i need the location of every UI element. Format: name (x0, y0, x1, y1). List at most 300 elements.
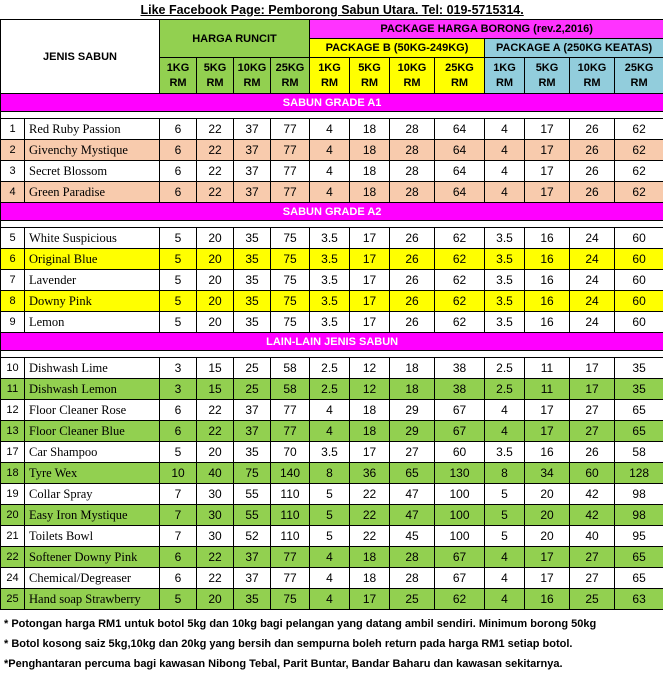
price-cell: 17 (525, 421, 570, 442)
row-number: 25 (1, 589, 25, 610)
table-row (1, 249, 663, 270)
price-cell: 6 (160, 161, 197, 182)
price-cell: 77 (271, 547, 310, 568)
price-cell: 4 (310, 182, 350, 203)
price-cell: 67 (435, 421, 485, 442)
section-spacer (1, 112, 663, 119)
price-cell: 58 (271, 379, 310, 400)
price-cell: 5 (310, 484, 350, 505)
price-cell: 3.5 (310, 291, 350, 312)
price-cell: 29 (390, 400, 435, 421)
price-cell: 65 (615, 421, 663, 442)
page-title: Like Facebook Page: Pemborong Sabun Utara. Tel: 019-5715314. (1, 0, 663, 20)
price-cell: 20 (197, 442, 234, 463)
price-cell: 3.5 (485, 228, 525, 249)
price-cell: 22 (350, 484, 390, 505)
price-cell: 4 (310, 140, 350, 161)
price-cell: 16 (525, 589, 570, 610)
price-cell: 62 (615, 140, 663, 161)
price-cell: 98 (615, 505, 663, 526)
price-cell: 28 (390, 182, 435, 203)
price-cell: 6 (160, 140, 197, 161)
table-row (1, 484, 663, 505)
price-cell: 5 (160, 291, 197, 312)
price-cell: 35 (234, 291, 271, 312)
header-package-a: PACKAGE A (250KG KEATAS) (485, 39, 663, 58)
price-cell: 3 (160, 379, 197, 400)
price-cell: 4 (485, 119, 525, 140)
unit-header-cell (615, 58, 663, 94)
price-cell: 25 (234, 358, 271, 379)
price-cell: 20 (197, 589, 234, 610)
price-cell: 15 (197, 358, 234, 379)
price-cell: 128 (615, 463, 663, 484)
header-harga-runcit: HARGA RUNCIT (160, 20, 310, 58)
unit-label: 25KG (625, 62, 654, 74)
price-cell: 27 (390, 442, 435, 463)
price-cell: 65 (615, 400, 663, 421)
price-cell: 22 (197, 400, 234, 421)
price-cell: 65 (615, 547, 663, 568)
price-cell: 26 (570, 140, 615, 161)
price-cell: 6 (160, 568, 197, 589)
price-cell: 20 (197, 312, 234, 333)
price-cell: 60 (615, 291, 663, 312)
note-delivery: *Penghantaran percuma bagi kawasan Nibong Tebal, Parit Buntar, Bandar Baharu dan kawasan sekitarnya. (4, 654, 659, 674)
soap-name: Tyre Wex (25, 463, 160, 484)
soap-name: Dishwash Lemon (25, 379, 160, 400)
price-cell: 26 (390, 228, 435, 249)
price-cell: 63 (615, 589, 663, 610)
price-cell: 75 (271, 270, 310, 291)
price-cell: 6 (160, 547, 197, 568)
price-cell: 62 (615, 119, 663, 140)
price-cell: 3 (160, 358, 197, 379)
price-cell: 62 (435, 249, 485, 270)
soap-name: Easy Iron Mystique (25, 505, 160, 526)
price-cell: 4 (310, 421, 350, 442)
price-cell: 30 (197, 505, 234, 526)
unit-header-cell (271, 58, 310, 94)
price-cell: 22 (197, 182, 234, 203)
unit-header-cell (160, 58, 197, 94)
soap-name: Car Shampoo (25, 442, 160, 463)
price-cell: 37 (234, 119, 271, 140)
price-cell: 58 (271, 358, 310, 379)
currency-label: RM (321, 77, 338, 89)
table-row (1, 505, 663, 526)
price-cell: 35 (615, 379, 663, 400)
price-cell: 4 (485, 140, 525, 161)
price-cell: 28 (390, 161, 435, 182)
header-jenis-sabun: JENIS SABUN (1, 20, 160, 94)
price-cell: 130 (435, 463, 485, 484)
price-cell: 22 (197, 140, 234, 161)
note-discount: * Potongan harga RM1 untuk botol 5kg dan 10kg bagi pelangan yang datang ambil sendiri. Minimum borong 50kg (4, 614, 659, 634)
price-cell: 5 (485, 484, 525, 505)
price-cell: 35 (615, 358, 663, 379)
price-cell: 5 (160, 228, 197, 249)
price-cell: 2.5 (310, 358, 350, 379)
price-cell: 35 (234, 442, 271, 463)
price-cell: 20 (525, 505, 570, 526)
unit-label: 25KG (445, 62, 474, 74)
table-row (1, 291, 663, 312)
price-cell: 5 (310, 526, 350, 547)
table-row (1, 442, 663, 463)
price-cell: 28 (390, 119, 435, 140)
table-row (1, 140, 663, 161)
price-cell: 17 (350, 249, 390, 270)
table-row (1, 358, 663, 379)
price-cell: 17 (570, 358, 615, 379)
price-cell: 17 (525, 547, 570, 568)
soap-name: Softener Downy Pink (25, 547, 160, 568)
price-cell: 29 (390, 421, 435, 442)
price-cell: 16 (525, 228, 570, 249)
soap-name: Givenchy Mystique (25, 140, 160, 161)
price-cell: 17 (525, 182, 570, 203)
price-cell: 18 (350, 182, 390, 203)
unit-header-cell (350, 58, 390, 94)
price-cell: 4 (310, 161, 350, 182)
unit-header-cell (390, 58, 435, 94)
price-cell: 20 (197, 228, 234, 249)
price-cell: 16 (525, 291, 570, 312)
row-number: 17 (1, 442, 25, 463)
price-cell: 17 (525, 119, 570, 140)
currency-label: RM (631, 77, 648, 89)
price-cell: 30 (197, 526, 234, 547)
price-cell: 55 (234, 505, 271, 526)
price-cell: 77 (271, 400, 310, 421)
price-cell: 22 (197, 568, 234, 589)
currency-label: RM (361, 77, 378, 89)
price-cell: 58 (615, 442, 663, 463)
price-cell: 37 (234, 140, 271, 161)
price-cell: 18 (350, 161, 390, 182)
section-header: SABUN GRADE A2 (1, 203, 663, 221)
price-cell: 75 (271, 291, 310, 312)
price-cell: 22 (350, 505, 390, 526)
price-cell: 62 (615, 161, 663, 182)
row-number: 10 (1, 358, 25, 379)
price-cell: 8 (485, 463, 525, 484)
price-cell: 37 (234, 400, 271, 421)
soap-name: Green Paradise (25, 182, 160, 203)
row-number: 11 (1, 379, 25, 400)
price-cell: 28 (390, 547, 435, 568)
price-cell: 77 (271, 182, 310, 203)
row-number: 20 (1, 505, 25, 526)
unit-label: 5KG (536, 62, 559, 74)
price-cell: 64 (435, 140, 485, 161)
price-cell: 4 (485, 161, 525, 182)
price-cell: 110 (271, 505, 310, 526)
price-cell: 26 (570, 119, 615, 140)
price-cell: 27 (570, 421, 615, 442)
price-cell: 77 (271, 161, 310, 182)
price-cell: 24 (570, 291, 615, 312)
table-row (1, 463, 663, 484)
price-cell: 5 (160, 442, 197, 463)
price-cell: 6 (160, 400, 197, 421)
price-cell: 18 (390, 379, 435, 400)
price-cell: 100 (435, 484, 485, 505)
table-row (1, 547, 663, 568)
price-cell: 18 (350, 568, 390, 589)
price-cell: 20 (525, 526, 570, 547)
price-cell: 3.5 (310, 270, 350, 291)
price-cell: 5 (160, 270, 197, 291)
price-cell: 3.5 (310, 442, 350, 463)
unit-label: 5KG (358, 62, 381, 74)
table-row (1, 182, 663, 203)
row-number: 4 (1, 182, 25, 203)
price-cell: 64 (435, 161, 485, 182)
price-cell: 22 (197, 161, 234, 182)
price-cell: 2.5 (485, 379, 525, 400)
unit-label: 1KG (493, 62, 516, 74)
price-cell: 77 (271, 140, 310, 161)
table-row (1, 526, 663, 547)
unit-label: 1KG (167, 62, 190, 74)
price-cell: 38 (435, 379, 485, 400)
price-cell: 55 (234, 484, 271, 505)
price-cell: 20 (197, 270, 234, 291)
unit-header-cell (485, 58, 525, 94)
price-cell: 2.5 (485, 358, 525, 379)
unit-header-cell (525, 58, 570, 94)
price-cell: 62 (435, 589, 485, 610)
currency-label: RM (583, 77, 600, 89)
price-cell: 75 (271, 312, 310, 333)
price-cell: 4 (310, 547, 350, 568)
price-cell: 15 (197, 379, 234, 400)
header-package-b: PACKAGE B (50KG-249KG) (310, 39, 485, 58)
table-row (1, 421, 663, 442)
price-cell: 45 (390, 526, 435, 547)
price-cell: 26 (390, 291, 435, 312)
price-cell: 3.5 (310, 249, 350, 270)
price-cell: 17 (350, 589, 390, 610)
price-cell: 70 (271, 442, 310, 463)
price-cell: 62 (435, 270, 485, 291)
price-cell: 4 (310, 119, 350, 140)
price-cell: 3.5 (310, 228, 350, 249)
price-cell: 35 (234, 270, 271, 291)
price-cell: 75 (234, 463, 271, 484)
price-cell: 36 (350, 463, 390, 484)
table-row (1, 379, 663, 400)
price-cell: 65 (615, 568, 663, 589)
price-cell: 60 (570, 463, 615, 484)
price-cell: 26 (570, 161, 615, 182)
price-cell: 18 (350, 140, 390, 161)
currency-label: RM (538, 77, 555, 89)
price-cell: 26 (570, 182, 615, 203)
price-cell: 100 (435, 505, 485, 526)
price-cell: 34 (525, 463, 570, 484)
price-cell: 62 (435, 228, 485, 249)
price-cell: 62 (435, 291, 485, 312)
price-cell: 67 (435, 547, 485, 568)
price-cell: 77 (271, 119, 310, 140)
price-cell: 4 (485, 400, 525, 421)
row-number: 22 (1, 547, 25, 568)
price-cell: 26 (390, 270, 435, 291)
price-cell: 25 (390, 589, 435, 610)
price-cell: 5 (485, 526, 525, 547)
price-cell: 67 (435, 400, 485, 421)
price-cell: 11 (525, 379, 570, 400)
price-cell: 18 (350, 421, 390, 442)
soap-name: Collar Spray (25, 484, 160, 505)
unit-label: 1KG (318, 62, 341, 74)
row-number: 9 (1, 312, 25, 333)
price-cell: 18 (390, 358, 435, 379)
price-cell: 5 (160, 312, 197, 333)
price-cell: 37 (234, 161, 271, 182)
price-cell: 22 (197, 421, 234, 442)
unit-label: 10KG (238, 62, 267, 74)
row-number: 6 (1, 249, 25, 270)
price-cell: 18 (350, 547, 390, 568)
price-cell: 4 (310, 589, 350, 610)
price-cell: 3.5 (485, 442, 525, 463)
price-cell: 98 (615, 484, 663, 505)
price-cell: 17 (350, 228, 390, 249)
price-cell: 110 (271, 484, 310, 505)
currency-label: RM (243, 77, 260, 89)
notes (0, 610, 663, 674)
price-cell: 42 (570, 505, 615, 526)
soap-name: Downy Pink (25, 291, 160, 312)
soap-name: Lavender (25, 270, 160, 291)
price-cell: 77 (271, 421, 310, 442)
price-cell: 62 (435, 312, 485, 333)
unit-label: 10KG (398, 62, 427, 74)
price-cell: 26 (570, 442, 615, 463)
price-cell: 60 (615, 249, 663, 270)
price-cell: 75 (271, 249, 310, 270)
price-cell: 17 (525, 568, 570, 589)
unit-label: 5KG (204, 62, 227, 74)
price-cell: 6 (160, 421, 197, 442)
price-cell: 4 (485, 421, 525, 442)
price-cell: 67 (435, 568, 485, 589)
unit-header-cell (435, 58, 485, 94)
price-cell: 24 (570, 270, 615, 291)
price-cell: 5 (160, 589, 197, 610)
price-cell: 24 (570, 312, 615, 333)
price-cell: 37 (234, 421, 271, 442)
currency-label: RM (451, 77, 468, 89)
price-cell: 28 (390, 568, 435, 589)
currency-label: RM (496, 77, 513, 89)
price-cell: 37 (234, 568, 271, 589)
price-cell: 38 (435, 358, 485, 379)
soap-name: White Suspicious (25, 228, 160, 249)
price-cell: 20 (197, 291, 234, 312)
price-cell: 26 (390, 249, 435, 270)
price-cell: 77 (271, 568, 310, 589)
price-cell: 47 (390, 505, 435, 526)
table-row (1, 270, 663, 291)
price-cell: 40 (197, 463, 234, 484)
price-cell: 28 (390, 140, 435, 161)
table-row (1, 312, 663, 333)
price-cell: 8 (310, 463, 350, 484)
price-cell: 5 (485, 505, 525, 526)
unit-header-cell (570, 58, 615, 94)
soap-name: Toilets Bowl (25, 526, 160, 547)
price-cell: 35 (234, 312, 271, 333)
price-cell: 5 (310, 505, 350, 526)
currency-label: RM (169, 77, 186, 89)
price-cell: 37 (234, 182, 271, 203)
section-spacer (1, 221, 663, 228)
price-cell: 24 (570, 249, 615, 270)
price-cell: 60 (615, 228, 663, 249)
section-header: SABUN GRADE A1 (1, 94, 663, 112)
price-cell: 65 (390, 463, 435, 484)
price-cell: 62 (615, 182, 663, 203)
soap-name: Floor Cleaner Rose (25, 400, 160, 421)
price-cell: 27 (570, 400, 615, 421)
row-number: 2 (1, 140, 25, 161)
price-cell: 16 (525, 312, 570, 333)
price-cell: 3.5 (485, 249, 525, 270)
row-number: 1 (1, 119, 25, 140)
soap-name: Dishwash Lime (25, 358, 160, 379)
price-cell: 26 (390, 312, 435, 333)
soap-name: Chemical/Degreaser (25, 568, 160, 589)
price-cell: 22 (197, 547, 234, 568)
unit-header-cell (234, 58, 271, 94)
unit-header-cell (310, 58, 350, 94)
price-cell: 3.5 (310, 312, 350, 333)
section-spacer (1, 351, 663, 358)
price-cell: 17 (350, 270, 390, 291)
price-cell: 60 (435, 442, 485, 463)
row-number: 7 (1, 270, 25, 291)
price-cell: 37 (234, 547, 271, 568)
price-cell: 20 (197, 249, 234, 270)
price-cell: 60 (615, 312, 663, 333)
price-cell: 27 (570, 568, 615, 589)
soap-name: Original Blue (25, 249, 160, 270)
price-cell: 60 (615, 270, 663, 291)
table-row (1, 228, 663, 249)
currency-label: RM (206, 77, 223, 89)
table-row (1, 568, 663, 589)
price-cell: 24 (570, 228, 615, 249)
soap-name: Hand soap Strawberry (25, 589, 160, 610)
soap-name: Red Ruby Passion (25, 119, 160, 140)
price-cell: 17 (570, 379, 615, 400)
table-row (1, 119, 663, 140)
price-cell: 6 (160, 119, 197, 140)
price-cell: 40 (570, 526, 615, 547)
price-cell: 22 (350, 526, 390, 547)
row-number: 21 (1, 526, 25, 547)
row-number: 12 (1, 400, 25, 421)
price-cell: 35 (234, 589, 271, 610)
soap-name: Floor Cleaner Blue (25, 421, 160, 442)
price-cell: 7 (160, 526, 197, 547)
price-cell: 47 (390, 484, 435, 505)
